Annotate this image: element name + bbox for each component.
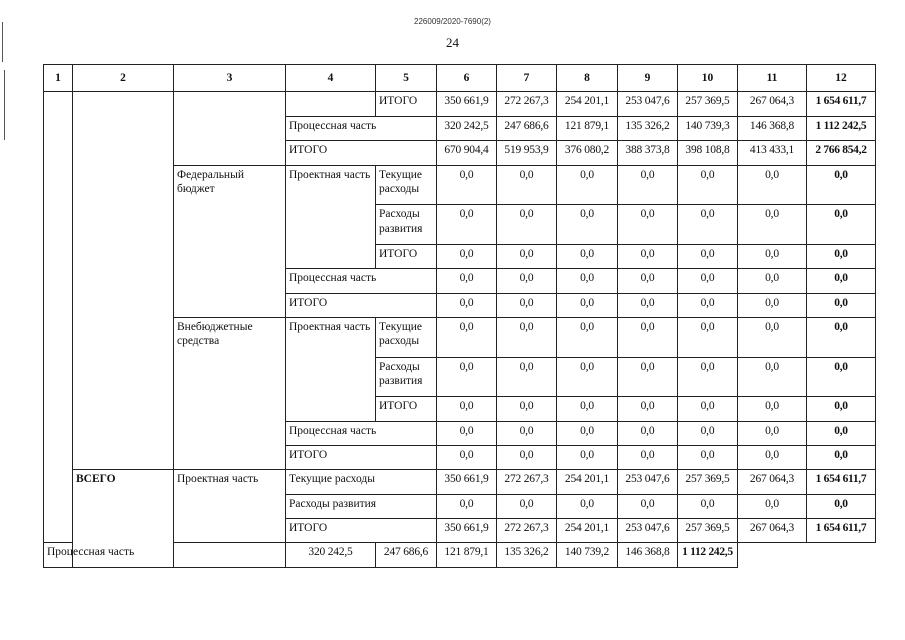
value-cell: 0,0 xyxy=(497,205,557,245)
part-label: Проектная часть xyxy=(286,165,376,269)
page-number: 24 xyxy=(446,35,459,50)
value-cell: 267 064,3 xyxy=(738,519,807,543)
value-cell: 247 686,6 xyxy=(497,116,557,140)
total-cell: 0,0 xyxy=(807,269,876,293)
value-cell: 146 368,8 xyxy=(738,116,807,140)
value-cell: 140 739,3 xyxy=(678,116,738,140)
value-cell: 272 267,3 xyxy=(497,92,557,116)
value-cell: 135 326,2 xyxy=(497,543,557,568)
value-cell: 376 080,2 xyxy=(557,141,618,165)
value-cell: 0,0 xyxy=(678,357,738,397)
column-header: 2 xyxy=(73,65,174,92)
value-cell: 0,0 xyxy=(437,205,497,245)
column-header: 1 xyxy=(44,65,73,92)
value-cell: 257 369,5 xyxy=(678,92,738,116)
value-cell: 0,0 xyxy=(557,293,618,317)
value-cell: 0,0 xyxy=(437,357,497,397)
value-cell: 0,0 xyxy=(618,357,678,397)
value-cell: 0,0 xyxy=(618,244,678,268)
row-label: ИТОГО xyxy=(286,445,437,469)
document-id: 226009/2020-7690(2) xyxy=(414,17,491,26)
total-cell: 1 654 611,7 xyxy=(807,470,876,494)
total-cell: 1 112 242,5 xyxy=(807,116,876,140)
value-cell: 0,0 xyxy=(678,165,738,205)
value-cell: 0,0 xyxy=(557,357,618,397)
value-cell: 0,0 xyxy=(437,494,497,518)
total-label: ВСЕГО xyxy=(73,470,174,568)
value-cell: 0,0 xyxy=(557,421,618,445)
column-header-row xyxy=(44,65,876,92)
value-cell: 0,0 xyxy=(618,494,678,518)
value-cell: 0,0 xyxy=(678,397,738,421)
value-cell: 0,0 xyxy=(618,445,678,469)
value-cell: 0,0 xyxy=(437,421,497,445)
value-cell: 0,0 xyxy=(557,317,618,357)
value-cell: 0,0 xyxy=(497,494,557,518)
value-cell: 0,0 xyxy=(678,269,738,293)
value-cell: 0,0 xyxy=(738,445,807,469)
value-cell: 0,0 xyxy=(557,205,618,245)
total-cell: 0,0 xyxy=(807,244,876,268)
total-cell: 0,0 xyxy=(807,165,876,205)
value-cell: 254 201,1 xyxy=(557,92,618,116)
total-cell: 0,0 xyxy=(807,293,876,317)
value-cell: 0,0 xyxy=(557,445,618,469)
table-row xyxy=(44,92,876,116)
value-cell: 253 047,6 xyxy=(618,92,678,116)
value-cell: 140 739,2 xyxy=(557,543,618,568)
total-cell: 0,0 xyxy=(807,397,876,421)
value-cell: 0,0 xyxy=(497,421,557,445)
value-cell: 0,0 xyxy=(738,494,807,518)
value-cell: 519 953,9 xyxy=(497,141,557,165)
value-cell: 0,0 xyxy=(738,165,807,205)
row-label: ИТОГО xyxy=(286,519,437,543)
value-cell: 0,0 xyxy=(678,244,738,268)
value-cell: 398 108,8 xyxy=(678,141,738,165)
value-cell: 0,0 xyxy=(678,421,738,445)
value-cell: 0,0 xyxy=(738,317,807,357)
row-label: Расходы развития xyxy=(286,494,437,518)
value-cell: 320 242,5 xyxy=(437,116,497,140)
column-header: 9 xyxy=(618,65,678,92)
column-header: 3 xyxy=(174,65,286,92)
value-cell: 0,0 xyxy=(557,269,618,293)
value-cell: 0,0 xyxy=(738,205,807,245)
value-cell: 0,0 xyxy=(497,269,557,293)
value-cell: 253 047,6 xyxy=(618,519,678,543)
value-cell: 0,0 xyxy=(497,357,557,397)
column-header: 8 xyxy=(557,65,618,92)
value-cell: 0,0 xyxy=(678,494,738,518)
value-cell: 0,0 xyxy=(437,445,497,469)
row-label: Текущие расходы xyxy=(376,317,437,357)
total-cell: 0,0 xyxy=(807,445,876,469)
value-cell: 0,0 xyxy=(437,269,497,293)
value-cell: 350 661,9 xyxy=(437,519,497,543)
scan-edge-mark xyxy=(4,70,5,140)
total-cell: 2 766 854,2 xyxy=(807,141,876,165)
row-label: ИТОГО xyxy=(376,397,437,421)
value-cell: 0,0 xyxy=(557,397,618,421)
value-cell: 0,0 xyxy=(618,421,678,445)
value-cell: 267 064,3 xyxy=(738,470,807,494)
column-header: 4 xyxy=(286,65,376,92)
value-cell: 0,0 xyxy=(497,445,557,469)
total-cell: 0,0 xyxy=(807,357,876,397)
row-label: ИТОГО xyxy=(286,293,437,317)
value-cell: 350 661,9 xyxy=(437,470,497,494)
value-cell: 146 368,8 xyxy=(618,543,678,568)
row-label: Процессная часть xyxy=(286,421,437,445)
value-cell: 0,0 xyxy=(497,397,557,421)
value-cell: 254 201,1 xyxy=(557,470,618,494)
value-cell: 0,0 xyxy=(437,244,497,268)
row-label: ИТОГО xyxy=(286,141,437,165)
part-label: Проектная часть xyxy=(286,317,376,421)
row-label: ИТОГО xyxy=(376,244,437,268)
value-cell: 0,0 xyxy=(678,445,738,469)
column-header: 7 xyxy=(497,65,557,92)
source-label: Внебюджетные средства xyxy=(174,317,286,469)
total-cell: 0,0 xyxy=(807,421,876,445)
table-row xyxy=(44,543,876,568)
value-cell: 0,0 xyxy=(437,317,497,357)
value-cell: 0,0 xyxy=(557,165,618,205)
value-cell: 254 201,1 xyxy=(557,519,618,543)
value-cell: 0,0 xyxy=(618,269,678,293)
value-cell: 0,0 xyxy=(738,421,807,445)
cell-empty xyxy=(174,92,286,165)
value-cell: 0,0 xyxy=(678,205,738,245)
part-label: Проектная часть xyxy=(174,470,286,543)
value-cell: 0,0 xyxy=(738,244,807,268)
value-cell: 0,0 xyxy=(497,165,557,205)
cell-empty xyxy=(44,92,73,543)
value-cell: 0,0 xyxy=(557,244,618,268)
value-cell: 413 433,1 xyxy=(738,141,807,165)
value-cell: 0,0 xyxy=(437,293,497,317)
total-cell: 0,0 xyxy=(807,317,876,357)
value-cell: 253 047,6 xyxy=(618,470,678,494)
row-label: Расходы развития xyxy=(376,205,437,245)
value-cell: 0,0 xyxy=(618,293,678,317)
value-cell: 0,0 xyxy=(618,397,678,421)
row-label: Текущие расходы xyxy=(286,470,437,494)
column-header: 6 xyxy=(437,65,497,92)
value-cell: 0,0 xyxy=(738,357,807,397)
budget-table xyxy=(43,64,876,568)
value-cell: 267 064,3 xyxy=(738,92,807,116)
cell-empty xyxy=(73,92,174,470)
value-cell: 0,0 xyxy=(437,165,497,205)
value-cell: 350 661,9 xyxy=(437,92,497,116)
value-cell: 0,0 xyxy=(618,317,678,357)
total-cell: 1 654 611,7 xyxy=(807,519,876,543)
value-cell: 0,0 xyxy=(497,317,557,357)
value-cell: 0,0 xyxy=(618,165,678,205)
value-cell: 121 879,1 xyxy=(437,543,497,568)
value-cell: 0,0 xyxy=(738,397,807,421)
value-cell: 272 267,3 xyxy=(497,470,557,494)
row-label: ИТОГО xyxy=(376,92,437,116)
cell-empty xyxy=(286,92,376,116)
scan-edge-mark xyxy=(2,22,3,62)
column-header: 11 xyxy=(738,65,807,92)
total-cell: 1 654 611,7 xyxy=(807,92,876,116)
column-header: 5 xyxy=(376,65,437,92)
value-cell: 320 242,5 xyxy=(286,543,376,568)
row-label: Процессная часть xyxy=(44,543,286,568)
value-cell: 0,0 xyxy=(738,269,807,293)
value-cell: 0,0 xyxy=(678,293,738,317)
value-cell: 388 373,8 xyxy=(618,141,678,165)
row-label: Текущие расходы xyxy=(376,165,437,205)
value-cell: 0,0 xyxy=(738,293,807,317)
value-cell: 257 369,5 xyxy=(678,470,738,494)
value-cell: 257 369,5 xyxy=(678,519,738,543)
row-label: Расходы развития xyxy=(376,357,437,397)
total-cell: 0,0 xyxy=(807,494,876,518)
value-cell: 0,0 xyxy=(678,317,738,357)
value-cell: 121 879,1 xyxy=(557,116,618,140)
column-header: 10 xyxy=(678,65,738,92)
total-cell: 0,0 xyxy=(807,205,876,245)
row-label: Процессная часть xyxy=(286,116,437,140)
value-cell: 670 904,4 xyxy=(437,141,497,165)
source-label: Федеральный бюджет xyxy=(174,165,286,317)
column-header: 12 xyxy=(807,65,876,92)
value-cell: 272 267,3 xyxy=(497,519,557,543)
value-cell: 0,0 xyxy=(618,205,678,245)
table-row xyxy=(44,470,876,494)
value-cell: 0,0 xyxy=(497,293,557,317)
value-cell: 0,0 xyxy=(437,397,497,421)
value-cell: 0,0 xyxy=(557,494,618,518)
row-label: Процессная часть xyxy=(286,269,437,293)
total-cell: 1 112 242,5 xyxy=(678,543,738,568)
value-cell: 247 686,6 xyxy=(376,543,437,568)
value-cell: 0,0 xyxy=(497,244,557,268)
value-cell: 135 326,2 xyxy=(618,116,678,140)
